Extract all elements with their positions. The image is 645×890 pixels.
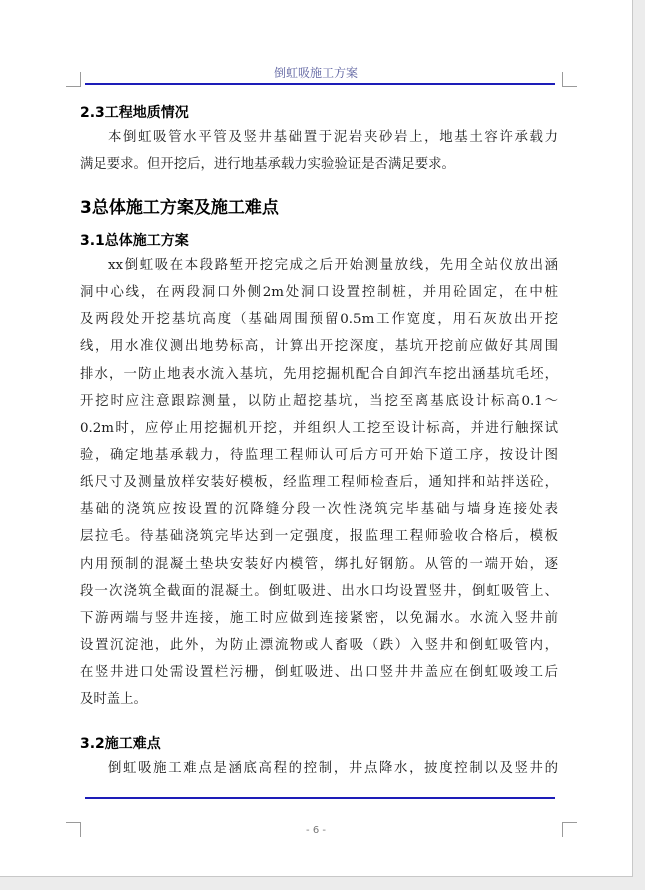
header-rule xyxy=(85,83,555,85)
paragraph-line: 线，用水准仪测出地势标高，计算出开挖深度，基坑开挖前应做好其周围 xyxy=(80,339,558,354)
paragraph-line: 及时盖上。 xyxy=(80,692,147,707)
paragraph-line: 设置沉淀池，此外，为防止漂流物或人畜吸（跌）入竖井和倒虹吸管内， xyxy=(80,638,558,653)
footer-rule xyxy=(85,797,555,799)
paragraph-line: 本倒虹吸管水平管及竖井基础置于泥岩夹砂岩上，地基土容许承载力 xyxy=(108,130,558,145)
paragraph-line: 0.2m时，应停止用挖掘机开挖，并组织人工挖至设计标高，并进行触探试 xyxy=(80,421,558,436)
paragraph-line: 基础的浇筑应按设置的沉降缝分段一次性浇筑完毕基础与墙身连接处表 xyxy=(80,502,558,517)
paragraph-line: 开挖时应注意跟踪测量，以防止超挖基坑，当挖至离基底设计标高0.1～ xyxy=(80,394,558,409)
paragraph-line: 下游两端与竖井连接，施工时应做到连接紧密，以免漏水。水流入竖井前 xyxy=(80,611,558,626)
paragraph-line: 倒虹吸施工难点是涵底高程的控制，井点降水，披度控制以及竖井的 xyxy=(108,761,558,776)
paragraph-line: 验，确定地基承载力，待监理工程师认可后方可开始下道工序，按设计图 xyxy=(80,448,558,463)
paragraph-line: 段一次浇筑全截面的混凝土。倒虹吸进、出水口均设置竖井，倒虹吸管上、 xyxy=(80,584,558,599)
paragraph-line: 层拉毛。待基础浇筑完毕达到一定强度，报监理工程师验收合格后，模板 xyxy=(80,529,558,544)
section-3-2-heading: 3.2施工难点 xyxy=(80,736,161,752)
page-number: - 6 - xyxy=(306,825,326,836)
paragraph-line: 洞中心线，在两段洞口外侧2m处洞口设置控制桩，并用砼固定，在中桩 xyxy=(80,285,558,300)
paragraph-line: 及两段处开挖基坑高度（基础周围预留0.5m工作宽度，用石灰放出开挖 xyxy=(80,312,558,327)
section-3-1-heading: 3.1总体施工方案 xyxy=(80,233,189,249)
paragraph-line: 纸尺寸及测量放样安装好模板，经监理工程师检查后，通知拌和站拌送砼， xyxy=(80,475,558,490)
paragraph-line: 在竖井进口处需设置栏污栅，倒虹吸进、出口竖井井盖应在倒虹吸竣工后 xyxy=(80,665,558,680)
page-header-title: 倒虹吸施工方案 xyxy=(273,66,358,80)
paragraph-line: 满足要求。但开挖后，进行地基承载力实验验证是否满足要求。 xyxy=(80,157,455,172)
section-2-3-heading: 2.3工程地质情况 xyxy=(80,105,189,121)
section-3-heading: 3总体施工方案及施工难点 xyxy=(80,198,279,218)
paragraph-line: 内用预制的混凝土垫块安装好内模管，绑扎好钢筋。从管的一端开始，逐 xyxy=(80,557,558,572)
paragraph-line: xx倒虹吸在本段路堑开挖完成之后开始测量放线，先用全站仪放出涵 xyxy=(108,258,558,273)
paragraph-line: 排水，一防止地表水流入基坑，先用挖掘机配合自卸汽车挖出涵基坑毛坯， xyxy=(80,367,558,382)
